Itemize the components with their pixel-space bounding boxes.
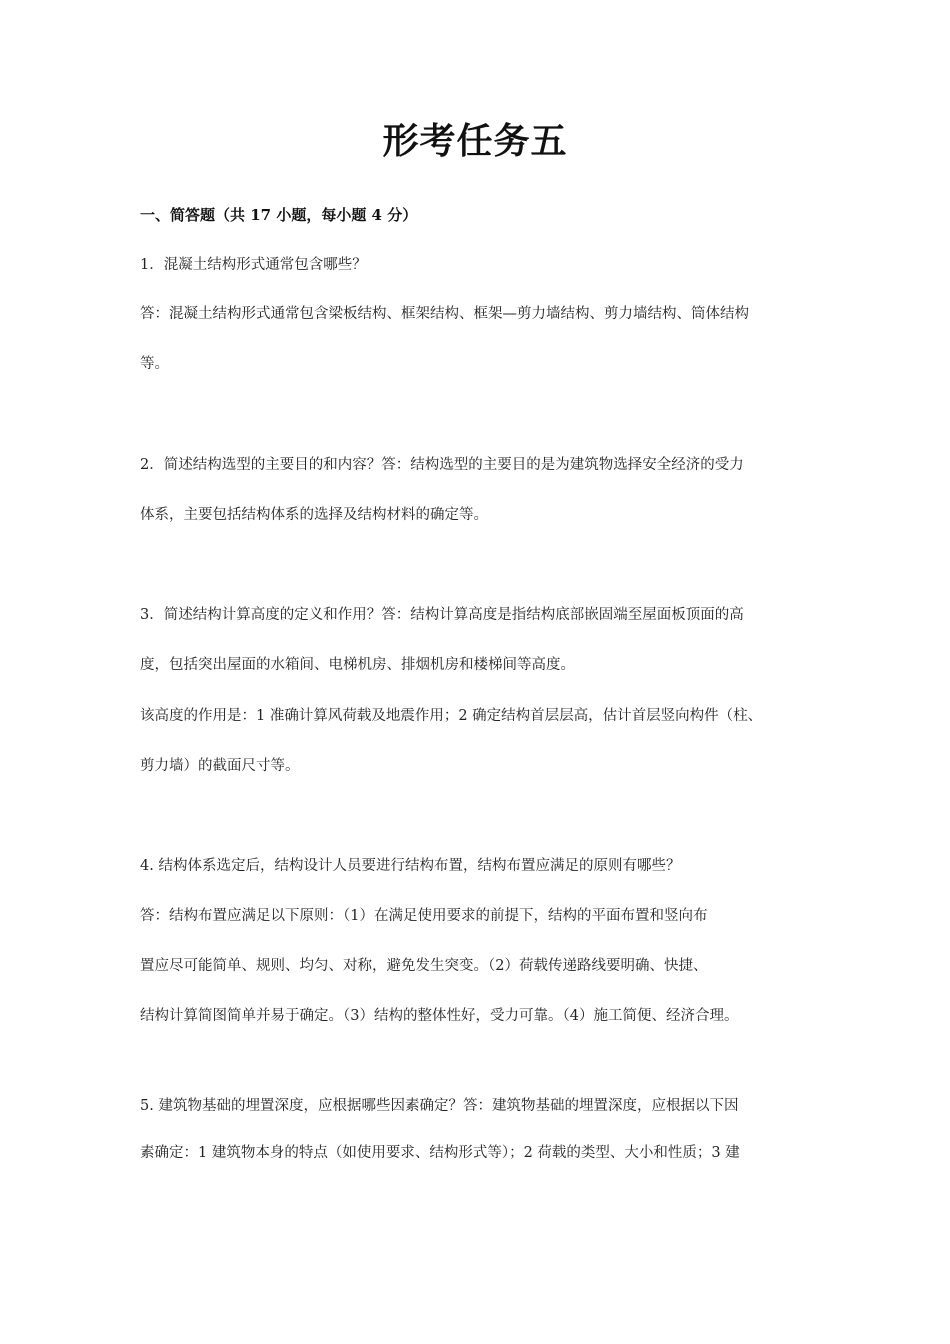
answer-4-line-3: 结构计算简图简单并易于确定。（3）结构的整体性好，受力可靠。（4）施工简便、经济合理。 bbox=[140, 1008, 739, 1024]
document-title: 形考任务五 bbox=[382, 120, 568, 162]
question-1: 1．混凝土结构形式通常包含哪些？ bbox=[140, 257, 367, 273]
answer-4-line-1: 答：结构布置应满足以下原则：（1）在满足使用要求的前提下，结构的平面布置和竖向布 bbox=[140, 908, 708, 924]
question-5-line-1: 5. 建筑物基础的埋置深度，应根据哪些因素确定？答：建筑物基础的埋置深度，应根据以下因 bbox=[140, 1098, 739, 1114]
section-heading: 一、简答题（共 17 小题，每小题 4 分） bbox=[140, 206, 418, 224]
question-3-line-3: 该高度的作用是：1 准确计算风荷载及地震作用；2 确定结构首层层高，估计首层竖向构件（柱、 bbox=[140, 708, 763, 724]
question-3-line-4: 剪力墙）的截面尺寸等。 bbox=[140, 758, 300, 774]
answer-4-line-2: 置应尽可能简单、规则、均匀、对称，避免发生突变。（2）荷载传递路线要明确、快捷、 bbox=[140, 958, 708, 974]
question-2-line-1: 2．简述结构选型的主要目的和内容？答：结构选型的主要目的是为建筑物选择安全经济的受力 bbox=[140, 457, 744, 473]
answer-1-line-1: 答：混凝土结构形式通常包含梁板结构、框架结构、框架—剪力墙结构、剪力墙结构、筒体结构 bbox=[140, 306, 749, 322]
question-4: 4. 结构体系选定后，结构设计人员要进行结构布置，结构布置应满足的原则有哪些？ bbox=[140, 858, 681, 874]
question-5-line-2: 素确定：1 建筑物本身的特点（如使用要求、结构形式等）；2 荷载的类型、大小和性质；3 建 bbox=[140, 1145, 740, 1161]
answer-1-line-2: 等。 bbox=[140, 356, 169, 372]
question-3-line-2: 度，包括突出屋面的水箱间、电梯机房、排烟机房和楼梯间等高度。 bbox=[140, 657, 575, 673]
question-3-line-1: 3．简述结构计算高度的定义和作用？答：结构计算高度是指结构底部嵌固端至屋面板顶面的高 bbox=[140, 607, 744, 623]
question-2-line-2: 体系，主要包括结构体系的选择及结构材料的确定等。 bbox=[140, 507, 488, 523]
